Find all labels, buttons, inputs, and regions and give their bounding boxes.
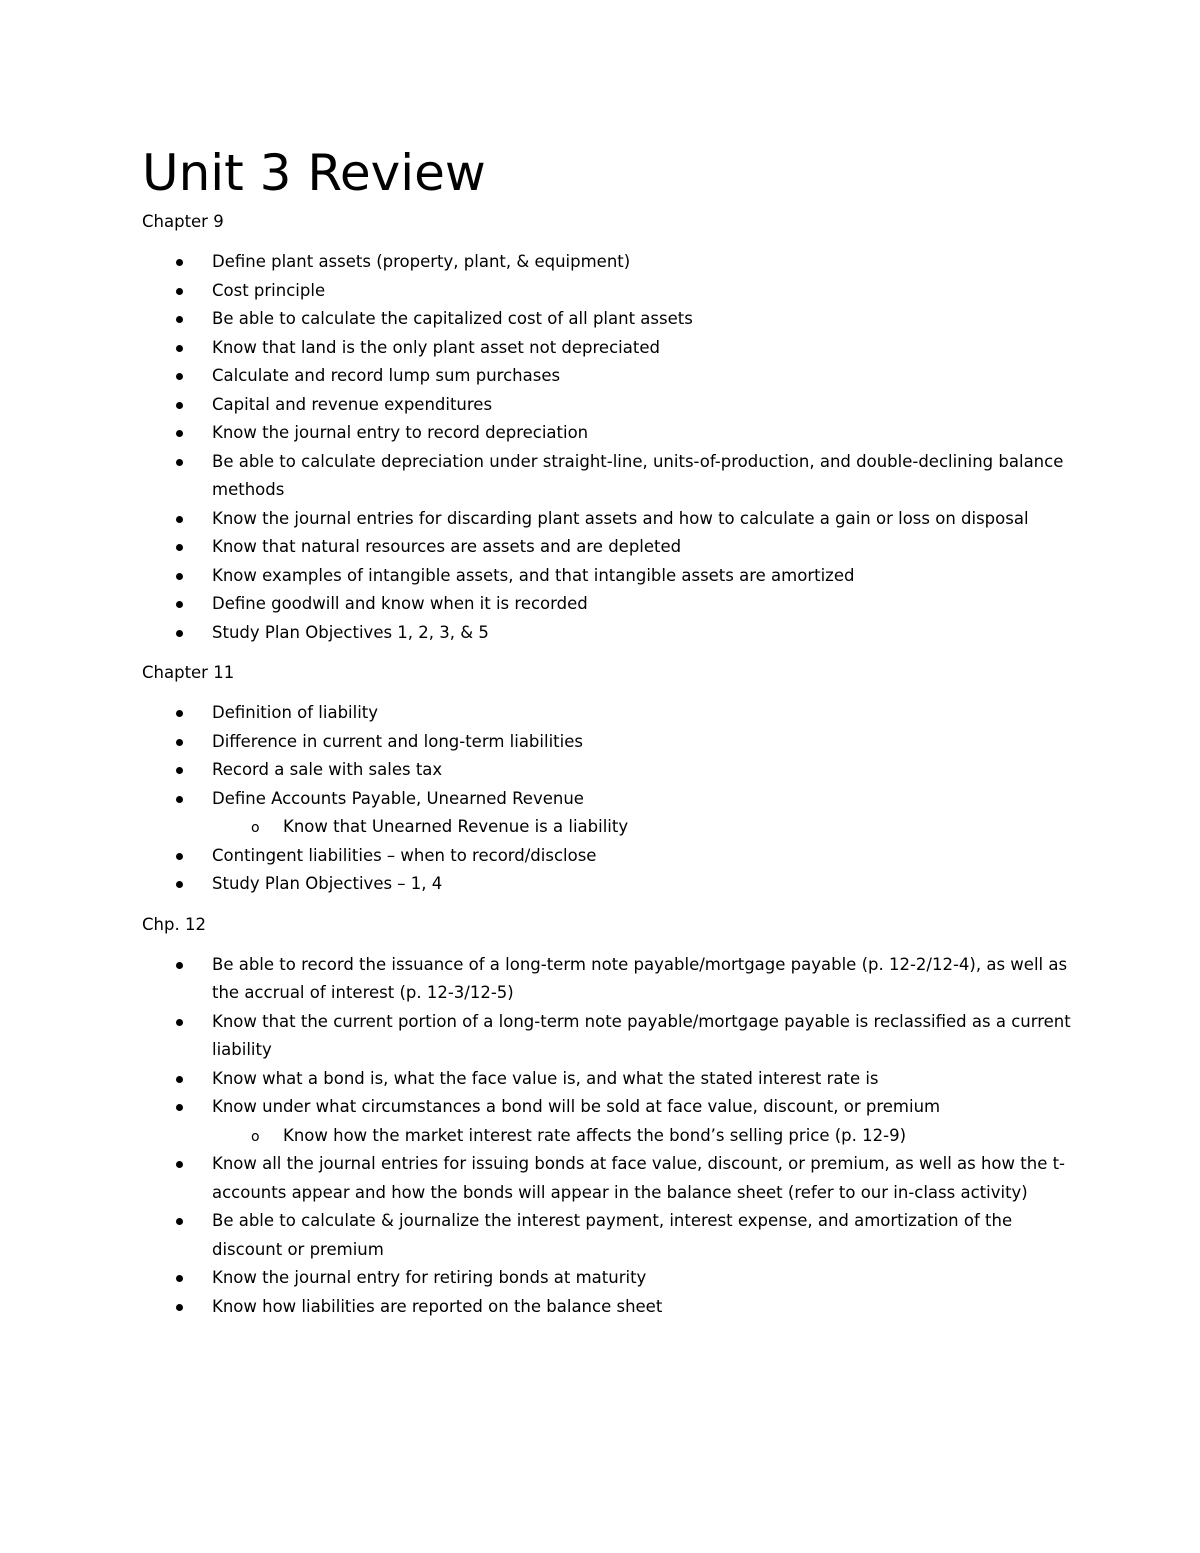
bullet-icon — [176, 1304, 183, 1311]
bullet-list — [142, 699, 1072, 899]
sections-container — [142, 208, 1072, 1321]
sub-list-item-text: Know how the market interest rate affects the bond’s selling price (p. 12-9) — [283, 1125, 907, 1145]
bullet-icon — [176, 288, 183, 295]
page-title: Unit 3 Review — [142, 144, 486, 202]
sub-list-item-text: Know that Unearned Revenue is a liability — [283, 817, 629, 836]
list-item-text: Capital and revenue expenditures — [212, 394, 493, 414]
bullet-icon — [176, 402, 183, 409]
bullet-icon — [176, 881, 183, 888]
list-item — [142, 590, 1072, 619]
bullet-icon — [176, 1161, 183, 1168]
bullet-icon — [176, 259, 183, 266]
bullet-icon — [176, 459, 183, 466]
chapter-heading: Chapter 11 — [142, 663, 235, 682]
bullet-icon — [176, 630, 183, 637]
sub-list-item — [142, 1122, 1072, 1151]
bullet-icon — [176, 1019, 183, 1026]
list-item-text: Know that land is the only plant asset not depreciated — [212, 337, 660, 357]
list-item — [142, 1008, 1072, 1065]
bullet-list — [142, 951, 1072, 1322]
chapter-heading: Chp. 12 — [142, 914, 206, 934]
list-item — [142, 1293, 1072, 1322]
list-item — [142, 1065, 1072, 1094]
list-item-text: Define Accounts Payable, Unearned Revenue — [212, 788, 584, 808]
list-item-text: Define goodwill and know when it is recorded — [212, 594, 588, 613]
list-item — [142, 1150, 1072, 1207]
list-item-text: Know that the current portion of a long-term note payable/mortgage payable is reclassified as a current liability — [212, 1011, 1071, 1059]
list-item — [142, 248, 1072, 277]
list-item — [142, 334, 1072, 363]
list-item — [142, 562, 1072, 591]
list-item-text: Know what a bond is, what the face value is, and what the stated interest rate is — [212, 1068, 879, 1088]
bullet-icon — [176, 962, 183, 969]
bullet-icon — [176, 796, 183, 803]
list-item-text: Definition of liability — [212, 703, 379, 722]
list-item-text: Cost principle — [212, 280, 326, 300]
list-item — [142, 533, 1072, 562]
list-item — [142, 305, 1072, 334]
bullet-icon — [176, 767, 183, 774]
list-item-text: Calculate and record lump sum purchases — [212, 366, 561, 385]
bullet-icon — [176, 316, 183, 323]
list-item — [142, 277, 1072, 306]
sub-bullet-list — [212, 1122, 1072, 1151]
list-item — [142, 419, 1072, 448]
list-item-text: Know that natural resources are assets and are depleted — [212, 537, 682, 556]
bullet-icon — [176, 853, 183, 860]
sub-bullet-list — [212, 813, 1072, 842]
bullet-icon — [176, 544, 183, 551]
list-item — [142, 505, 1072, 534]
bullet-icon — [176, 345, 183, 352]
bullet-icon — [176, 1218, 183, 1225]
list-item — [142, 1264, 1072, 1293]
list-item-text: Know the journal entry to record depreciation — [212, 423, 589, 442]
list-item — [142, 619, 1072, 648]
list-item-text: Be able to calculate & journalize the interest payment, interest expense, and amortization of the discount or premium — [212, 1211, 1013, 1259]
list-item-text: Define plant assets (property, plant, & equipment) — [212, 252, 631, 271]
bullet-icon — [176, 573, 183, 580]
list-item — [142, 1093, 1072, 1150]
bullet-icon — [176, 1104, 183, 1111]
list-item — [142, 870, 1072, 899]
hollow-bullet-icon: o — [251, 820, 260, 836]
list-item — [142, 362, 1072, 391]
sub-list-item — [142, 813, 1072, 842]
list-item-text: Know examples of intangible assets, and that intangible assets are amortized — [212, 565, 855, 585]
bullet-icon — [176, 430, 183, 437]
list-item — [142, 448, 1072, 505]
list-item-text: Study Plan Objectives – 1, 4 — [212, 874, 443, 893]
list-item-text: Know the journal entry for retiring bonds at maturity — [212, 1268, 647, 1287]
hollow-bullet-icon: o — [251, 1128, 260, 1145]
list-item — [142, 1207, 1072, 1264]
list-item-text: Be able to calculate the capitalized cost of all plant assets — [212, 309, 693, 328]
bullet-icon — [176, 739, 183, 746]
list-item — [142, 728, 1072, 757]
bullet-icon — [176, 516, 183, 523]
chapter-heading: Chapter 9 — [142, 212, 224, 231]
list-item — [142, 785, 1072, 842]
bullet-icon — [176, 1076, 183, 1083]
list-item — [142, 699, 1072, 728]
list-item-text: Know how liabilities are reported on the balance sheet — [212, 1296, 663, 1316]
list-item — [142, 842, 1072, 871]
list-item-text: Difference in current and long-term liabilities — [212, 731, 583, 751]
list-item-text: Be able to record the issuance of a long-term note payable/mortgage payable (p. 12-2/12-4), as well as the accrual of interest (p. 12-3/12-5) — [212, 954, 1068, 1002]
list-item-text: Be able to calculate depreciation under straight-line, units-of-production, and double-declining balance methods — [212, 451, 1064, 499]
list-item-text: Know the journal entries for discarding plant assets and how to calculate a gain or loss on disposal — [212, 508, 1029, 528]
list-item-text: Study Plan Objectives 1, 2, 3, & 5 — [212, 622, 489, 642]
list-item-text: Record a sale with sales tax — [212, 760, 443, 779]
list-item-text: Contingent liabilities – when to record/disclose — [212, 845, 597, 865]
list-item — [142, 756, 1072, 785]
list-item-text: Know under what circumstances a bond will be sold at face value, discount, or premium — [212, 1097, 941, 1116]
list-item — [142, 391, 1072, 420]
list-item-text: Know all the journal entries for issuing bonds at face value, discount, or premium, as well as how the t-accounts appear and how the bonds will appear in the balance sheet (refer to our in-class activity) — [212, 1154, 1066, 1202]
bullet-icon — [176, 710, 183, 717]
list-item — [142, 951, 1072, 1008]
document-body — [142, 138, 1072, 1333]
bullet-icon — [176, 373, 183, 380]
bullet-list — [142, 248, 1072, 647]
bullet-icon — [176, 1275, 183, 1282]
bullet-icon — [176, 601, 183, 608]
